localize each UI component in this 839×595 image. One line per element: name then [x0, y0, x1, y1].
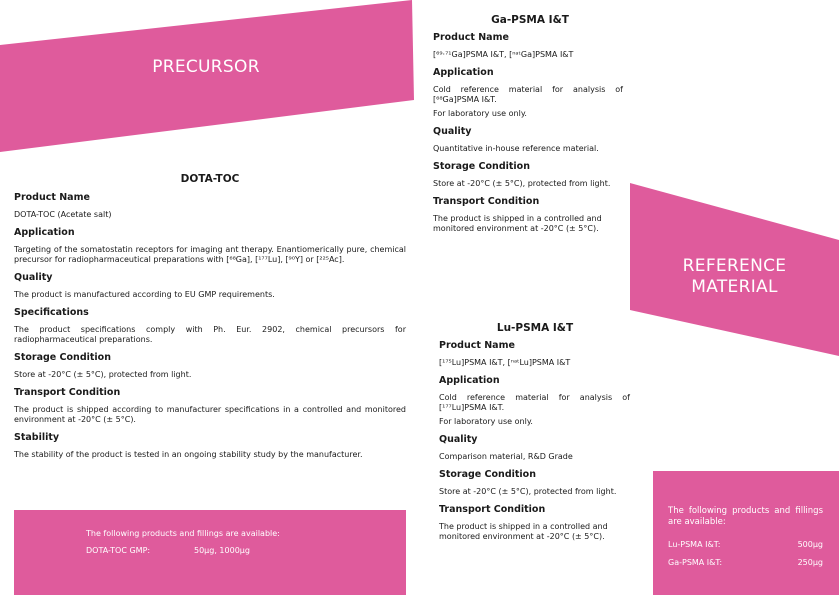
lu-product-name-heading: Product Name	[439, 340, 515, 351]
reference-ga-label: Ga-PSMA I&T:	[668, 558, 723, 567]
lu-quality-heading: Quality	[439, 434, 478, 445]
ga-section	[433, 32, 623, 234]
lu-storage-heading: Storage Condition	[439, 469, 536, 480]
reference-banner-line2: MATERIAL	[691, 277, 778, 297]
reference-availability-row-ga	[668, 558, 823, 567]
reference-lu-label: Lu-PSMA I&T:	[668, 540, 721, 549]
dota-quality-heading: Quality	[14, 272, 53, 283]
lu-title: Lu-PSMA I&T	[496, 322, 574, 334]
ga-title: Ga-PSMA I&T	[491, 14, 569, 26]
ga-application-heading: Application	[433, 67, 494, 78]
ga-application-note: For laboratory use only.	[433, 109, 527, 118]
dota-transport-heading: Transport Condition	[14, 387, 121, 398]
ga-quality-heading: Quality	[433, 126, 472, 137]
lu-application-note: For laboratory use only.	[439, 417, 533, 426]
reference-lu-value: 500µg	[797, 540, 823, 549]
lu-section	[439, 340, 630, 542]
dota-application: Targeting of the somatostatin receptors for imaging ant therapy. Enantiomerically pure, chemical precursor for radiopharmaceutical preparations with [⁶⁸Ga], [¹⁷⁷Lu], [⁹⁰Y] or [²²⁵Ac].	[14, 245, 406, 264]
dota-storage: Store at -20°C (± 5°C), protected from light.	[14, 370, 192, 379]
dota-stability-heading: Stability	[14, 432, 60, 443]
dota-transport: The product is shipped according to manufacturer specifications in a controlled and monitored environment at -20°C (± 5°C).	[14, 405, 406, 424]
reference-availability-intro: The following products and fillings are available:	[668, 506, 823, 527]
dota-title: DOTA-TOC	[180, 173, 240, 185]
dota-specifications: The product specifications comply with Ph. Eur. 2902, chemical precursors for radiopharmaceutical preparations.	[14, 325, 406, 344]
dota-storage-heading: Storage Condition	[14, 352, 111, 363]
ga-application: Cold reference material for analysis of [⁶⁸Ga]PSMA I&T.	[433, 85, 623, 104]
reference-banner-label	[630, 256, 839, 298]
ga-transport: The product is shipped in a controlled and monitored environment at -20°C (± 5°C).	[433, 214, 602, 233]
lu-quality: Comparison material, R&D Grade	[439, 452, 573, 461]
lu-transport-heading: Transport Condition	[439, 504, 546, 515]
dota-application-heading: Application	[14, 227, 75, 238]
dota-product-name: DOTA-TOC (Acetate salt)	[14, 210, 112, 219]
reference-availability-row-lu	[668, 540, 823, 549]
dota-availability-box	[86, 528, 386, 555]
ga-storage-heading: Storage Condition	[433, 161, 530, 172]
reference-availability-box	[653, 471, 839, 595]
ga-product-name: [⁶⁹·⁷¹Ga]PSMA I&T, [ⁿᵃᵗGa]PSMA I&T	[433, 50, 574, 59]
dota-availability-fillings: 50µg, 1000µg	[194, 546, 250, 555]
dota-availability-intro: The following products and fillings are available:	[86, 529, 280, 538]
dota-stability: The stability of the product is tested in an ongoing stability study by the manufacturer.	[14, 450, 363, 459]
precursor-banner-label: PRECURSOR	[152, 57, 260, 77]
reference-ga-value: 250µg	[797, 558, 823, 567]
lu-product-name: [¹⁷⁵Lu]PSMA I&T, [ⁿᵃᵗLu]PSMA I&T	[439, 358, 571, 367]
ga-storage: Store at -20°C (± 5°C), protected from light.	[433, 179, 611, 188]
lu-application: Cold reference material for analysis of [¹⁷⁷Lu]PSMA I&T.	[439, 393, 630, 412]
ga-quality: Quantitative in-house reference material.	[433, 144, 599, 153]
lu-storage: Store at -20°C (± 5°C), protected from light.	[439, 487, 617, 496]
dota-availability-row	[86, 546, 386, 555]
lu-application-heading: Application	[439, 375, 500, 386]
reference-banner-line1: REFERENCE	[682, 256, 787, 276]
dota-section	[14, 190, 406, 460]
dota-availability-product: DOTA-TOC GMP:	[86, 546, 151, 555]
dota-quality: The product is manufactured according to EU GMP requirements.	[14, 290, 275, 299]
lu-transport: The product is shipped in a controlled and monitored environment at -20°C (± 5°C).	[439, 522, 608, 541]
ga-product-name-heading: Product Name	[433, 32, 509, 43]
dota-specifications-heading: Specifications	[14, 307, 89, 318]
ga-transport-heading: Transport Condition	[433, 196, 540, 207]
dota-product-name-heading: Product Name	[14, 192, 90, 203]
